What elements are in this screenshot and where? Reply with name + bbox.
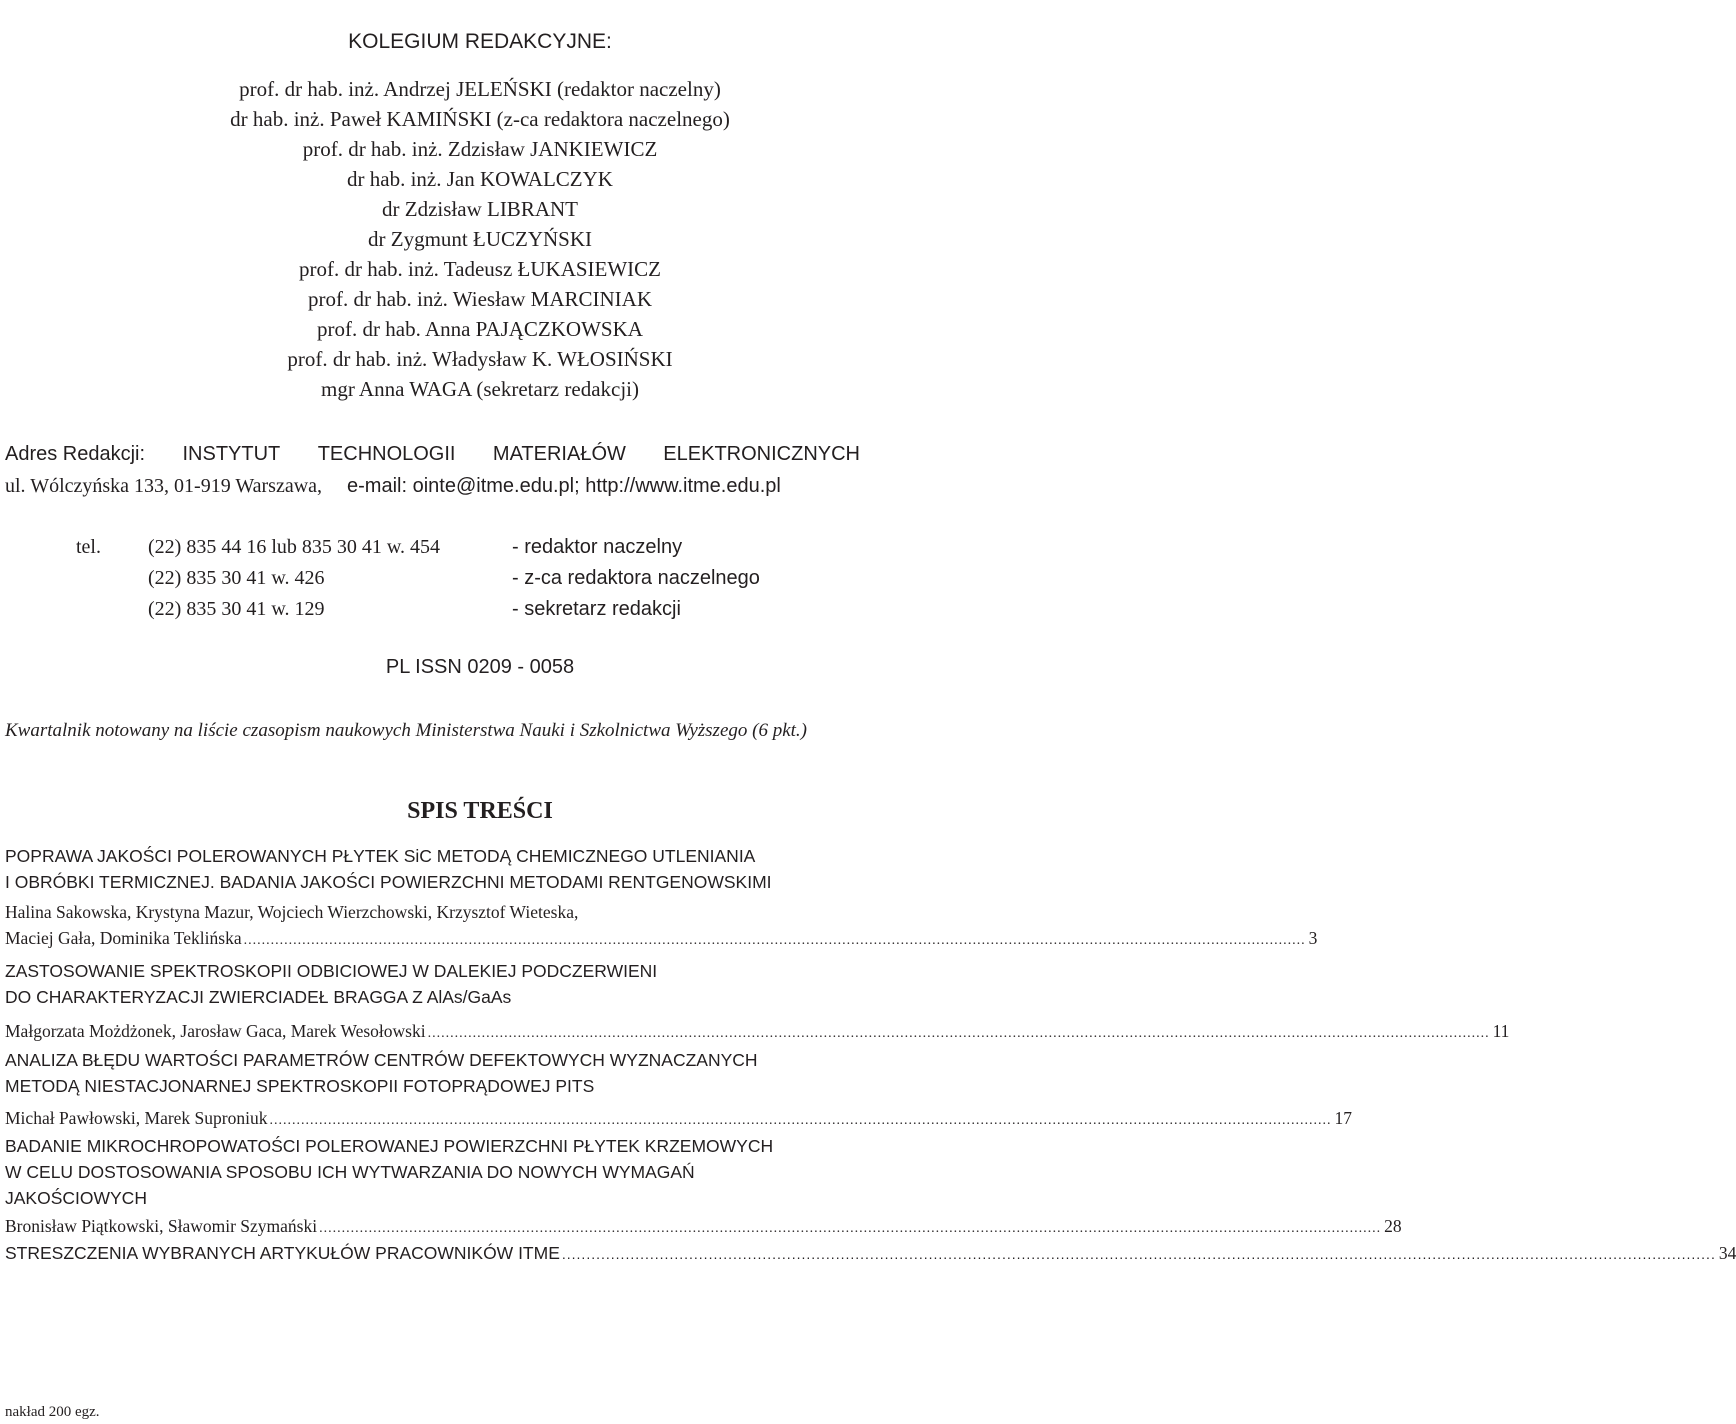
article-authors: Michał Pawłowski, Marek Suproniuk: [5, 1108, 268, 1128]
article-authors: Małgorzata Możdżonek, Jarosław Gaca, Marek Wesołowski: [5, 1021, 426, 1041]
address-word: TECHNOLOGII: [317, 443, 456, 465]
board-member: mgr Anna WAGA (sekretarz redakcji): [321, 377, 639, 401]
page-number: 3: [1308, 928, 1318, 948]
page-number: 28: [1384, 1216, 1402, 1236]
board-member: dr hab. inż. Jan KOWALCZYK: [347, 167, 613, 191]
board-member: prof. dr hab. inż. Tadeusz ŁUKASIEWICZ: [298, 257, 662, 281]
board-member: dr Zdzisław LIBRANT: [382, 197, 578, 221]
article-title: I OBRÓBKI TERMICZNEJ. BADANIA JAKOŚCI POWIERZCHNI METODAMI RENTGENOWSKIMI: [5, 872, 772, 892]
article-title: METODĄ NIESTACJONARNEJ SPEKTROSKOPII FOTOPRĄDOWEJ PITS: [5, 1076, 595, 1096]
article-title: POPRAWA JAKOŚCI POLEROWANYCH PŁYTEK SiC METODĄ CHEMICZNEGO UTLENIANIA: [5, 846, 756, 866]
contact-email-web[interactable]: e-mail: ointe@itme.edu.pl; http://www.itme.edu.pl: [347, 475, 781, 497]
phone-number: (22) 835 30 41 w. 129: [148, 598, 325, 620]
board-member: dr Zygmunt ŁUCZYŃSKI: [368, 227, 592, 251]
editorial-address-heading: [5, 443, 860, 466]
article-authors: Halina Sakowska, Krystyna Mazur, Wojciech Wierzchowski, Krzysztof Wieteska,: [5, 902, 579, 922]
page-number: 11: [1492, 1021, 1510, 1041]
editorial-board-title: KOLEGIUM REDAKCYJNE:: [348, 30, 612, 53]
board-member: prof. dr hab. inż. Andrzej JELEŃSKI (redaktor naczelny): [239, 77, 721, 101]
board-member: prof. dr hab. inż. Zdzisław JANKIEWICZ: [302, 137, 658, 161]
page-number: 17: [1334, 1108, 1352, 1128]
street-address: ul. Wólczyńska 133, 01-919 Warszawa,: [5, 475, 323, 497]
article-authors-line: [5, 1213, 1402, 1242]
article-authors: Maciej Gała, Dominika Teklińska: [5, 928, 242, 948]
issn-number: PL ISSN 0209 - 0058: [385, 656, 575, 678]
phone-role: - redaktor naczelny: [512, 536, 683, 558]
dot-leader: ............................................................................................................................................................................................................................................: [269, 1113, 1332, 1128]
article-title: W CELU DOSTOSOWANIA SPOSOBU ICH WYTWARZANIA DO NOWYCH WYMAGAŃ: [5, 1162, 695, 1182]
article-title: ZASTOSOWANIE SPEKTROSKOPII ODBICIOWEJ W DALEKIEJ PODCZERWIENI: [5, 961, 658, 981]
article-title: JAKOŚCIOWYCH: [5, 1188, 147, 1208]
address-word: INSTYTUT: [182, 443, 281, 465]
address-word: MATERIAŁÓW: [492, 443, 626, 465]
address-word: ELEKTRONICZNYCH: [663, 443, 860, 465]
summaries-line: [5, 1240, 1736, 1267]
board-member: prof. dr hab. inż. Wiesław MARCINIAK: [307, 287, 653, 311]
dot-leader: ............................................................................................................................................................................................................................................: [319, 1221, 1382, 1236]
print-run-note: nakład 200 egz.: [5, 1404, 100, 1420]
board-member: dr hab. inż. Paweł KAMIŃSKI (z-ca redaktora naczelnego): [230, 107, 730, 131]
toc-entry: [5, 1133, 1402, 1242]
quarterly-note: Kwartalnik notowany na liście czasopism naukowych Ministerstwa Nauki i Szkolnictwa Wyższego (6 pkt.): [5, 720, 807, 741]
dot-leader: ............................................................................................................................................................................................................................................: [427, 1026, 1490, 1041]
toc-entry-summaries: [5, 1240, 1736, 1267]
article-title: DO CHARAKTERYZACJI ZWIERCIADEŁ BRAGGA Z AlAs/GaAs: [5, 987, 512, 1007]
article-title: ANALIZA BŁĘDU WARTOŚCI PARAMETRÓW CENTRÓW DEFEKTOWYCH WYZNACZANYCH: [5, 1050, 758, 1070]
toc-entry: [5, 843, 1318, 954]
board-member: prof. dr hab. Anna PAJĄCZKOWSKA: [317, 317, 643, 341]
dot-leader: ............................................................................................................................................................................................................................................: [243, 933, 1306, 948]
editorial-address-line: [5, 475, 781, 498]
article-authors-line: [5, 1018, 1510, 1047]
page-number: 34: [1718, 1243, 1736, 1263]
summaries-title: STRESZCZENIA WYBRANYCH ARTYKUŁÓW PRACOWNIKÓW ITME: [5, 1243, 560, 1263]
article-authors-line: [5, 925, 1318, 954]
toc-entry: [5, 958, 1510, 1047]
phone-number: (22) 835 44 16 lub 835 30 41 w. 454: [148, 536, 441, 558]
phone-role: - sekretarz redakcji: [512, 598, 681, 620]
phone-number: (22) 835 30 41 w. 426: [148, 567, 325, 589]
toc-entry: [5, 1047, 1352, 1134]
phone-label: tel.: [76, 536, 101, 558]
article-authors-line: [5, 1105, 1352, 1134]
address-label: Adres Redakcji:: [5, 443, 146, 465]
article-authors: Bronisław Piątkowski, Sławomir Szymański: [5, 1216, 318, 1236]
dot-leader: ............................................................................................................................................................................................................................................: [561, 1246, 1716, 1262]
editorial-board-list: [0, 74, 960, 404]
phone-role: - z-ca redaktora naczelnego: [512, 567, 760, 589]
article-title: BADANIE MIKROCHROPOWATOŚCI POLEROWANEJ POWIERZCHNI PŁYTEK KRZEMOWYCH: [5, 1136, 774, 1156]
toc-heading: SPIS TREŚCI: [407, 798, 553, 824]
board-member: prof. dr hab. inż. Władysław K. WŁOSIŃSKI: [287, 347, 673, 371]
